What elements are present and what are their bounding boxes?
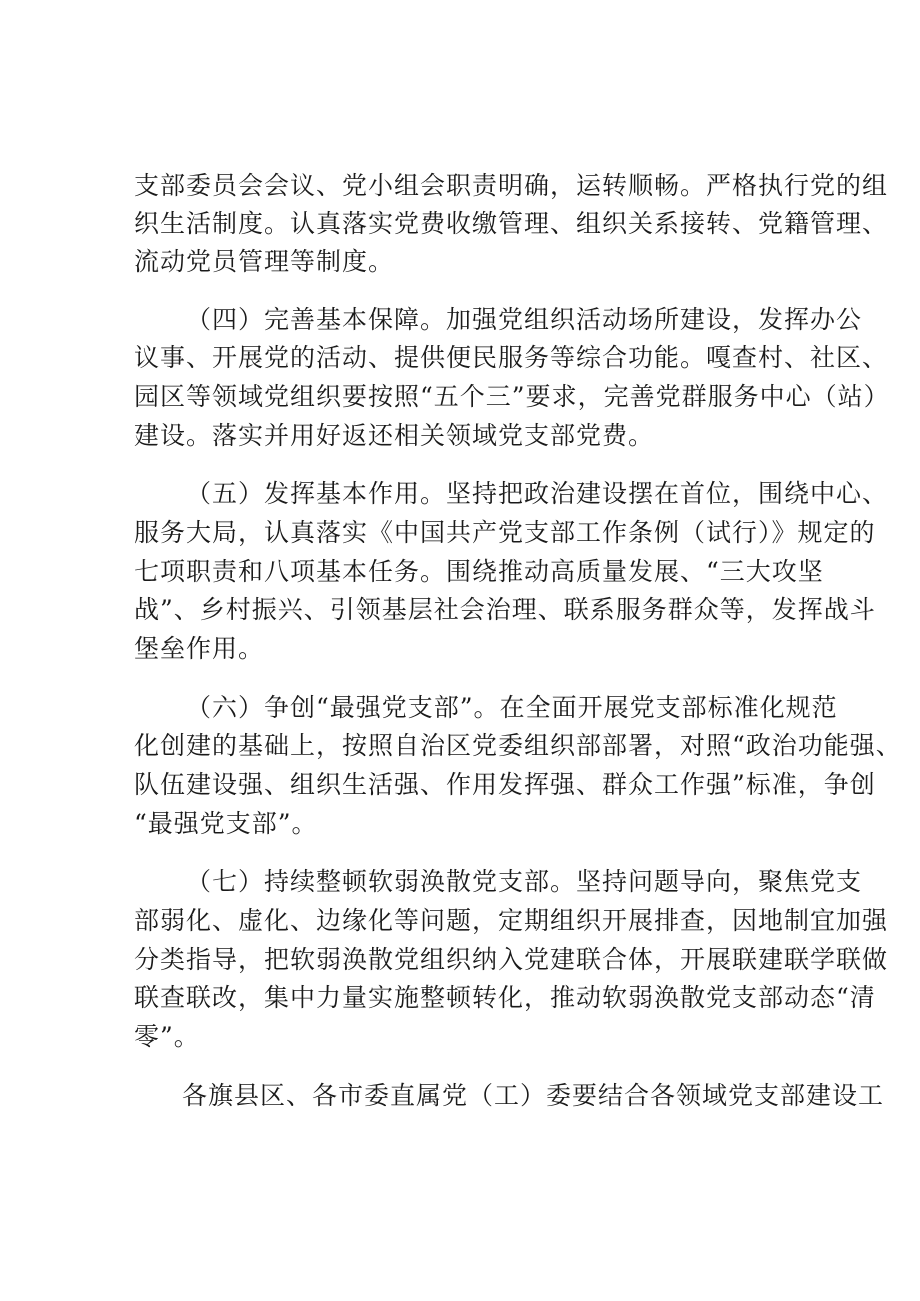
- text-line: 流动党员管理等制度。: [134, 247, 395, 276]
- text-line: 战”、乡村振兴、引领基层社会治理、联系服务群众等，发挥战斗: [134, 595, 876, 624]
- text-line: （七）持续整顿软弱涣散党支部。坚持问题导向，聚焦党支: [186, 867, 863, 896]
- text-line: 服务大局，认真落实《中国共产党支部工作条例（试行）》规定的: [134, 518, 876, 547]
- text-line: （六）争创“最强党支部”。在全面开展党支部标准化规范: [186, 693, 838, 722]
- text-line: 化创建的基础上，按照自治区党委组织部部署，对照“政治功能强、: [134, 731, 902, 760]
- text-line: 队伍建设强、组织生活强、作用发挥强、群众工作强”标准，争创: [134, 770, 876, 799]
- text-line: （五）发挥基本作用。坚持把政治建设摆在首位，围绕中心、: [186, 479, 889, 508]
- text-line: 部弱化、虚化、边缘化等问题，定期组织开展排查，因地制宜加强: [134, 906, 889, 935]
- text-line: 建设。落实并用好返还相关领域党支部党费。: [134, 421, 655, 450]
- text-line: 七项职责和八项基本任务。围绕推动高质量发展、“三大攻坚: [134, 557, 824, 586]
- text-line: “最强党支部”。: [134, 809, 318, 838]
- text-line: （四）完善基本保障。加强党组织活动场所建设，发挥办公: [186, 305, 863, 334]
- text-line: 零”。: [134, 1022, 200, 1051]
- text-line: 堡垒作用。: [134, 634, 265, 663]
- text-line: 园区等领域党组织要按照“五个三”要求，完善党群服务中心（站）: [134, 382, 890, 411]
- text-line: 支部委员会会议、党小组会职责明确，运转顺畅。严格执行党的组: [134, 171, 889, 200]
- text-line: 分类指导，把软弱涣散党组织纳入党建联合体，开展联建联学联做: [134, 945, 889, 974]
- text-line: 织生活制度。认真落实党费收缴管理、组织关系接转、党籍管理、: [134, 209, 889, 238]
- text-line: 议事、开展党的活动、提供便民服务等综合功能。嘎查村、社区、: [134, 343, 889, 372]
- text-line: 联查联改，集中力量实施整顿转化，推动软弱涣散党支部动态“清: [134, 983, 876, 1012]
- text-line: 各旗县区、各市委直属党（工）委要结合各领域党支部建设工: [182, 1081, 885, 1110]
